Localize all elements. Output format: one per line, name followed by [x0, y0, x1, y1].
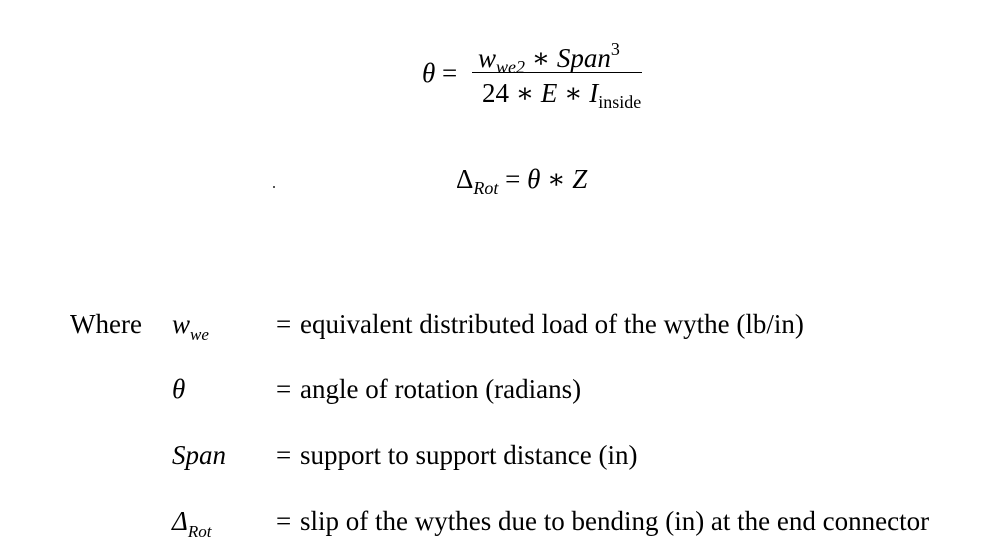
equals-sign: =: [505, 164, 521, 194]
multiply-operator: ∗: [547, 164, 566, 194]
modulus-symbol: E: [540, 78, 558, 108]
span-exponent: 3: [610, 39, 620, 59]
w-subscript: we2: [496, 57, 526, 77]
definition-text: slip of the wythes due to bending (in) at the end connector: [300, 506, 930, 536]
definition-symbol-main: Span: [172, 440, 226, 470]
definition-text: equivalent distributed load of the wythe (lb/in): [300, 309, 804, 339]
definition-symbol: [172, 439, 226, 482]
definition-symbol-main: w: [172, 309, 191, 339]
w-symbol: w: [478, 43, 497, 73]
inertia-subscript: inside: [598, 92, 642, 112]
definition-equals: =: [276, 506, 292, 536]
where-label: Where: [70, 309, 142, 339]
theta-symbol: θ: [422, 58, 436, 88]
multiply-operator: ∗: [564, 78, 583, 108]
z-symbol: Z: [572, 164, 588, 194]
definition-text: support to support distance (in): [300, 440, 638, 470]
definition-symbol: [172, 373, 185, 416]
definition-row: [0, 373, 981, 409]
multiply-operator: ∗: [515, 78, 535, 108]
coefficient: 24: [482, 78, 509, 108]
definition-symbol: [172, 308, 209, 351]
definition-symbol-subscript: Rot: [187, 522, 212, 541]
span-symbol: Span: [556, 43, 611, 73]
definition-equals: =: [276, 440, 292, 470]
definition-equals: =: [276, 309, 292, 339]
theta-symbol: θ: [527, 164, 541, 194]
multiply-operator: ∗: [531, 43, 551, 73]
definition-symbol: [172, 505, 211, 548]
definition-symbol-main: Δ: [172, 506, 188, 536]
equals-sign: =: [442, 58, 458, 88]
definition-symbol-main: θ: [172, 374, 186, 404]
delta-symbol: Δ: [456, 164, 474, 194]
definition-row: [0, 439, 981, 475]
inertia-symbol: I: [589, 78, 599, 108]
definition-row: [0, 308, 981, 344]
definition-equals: =: [276, 374, 292, 404]
definition-symbol-subscript: we: [190, 325, 209, 344]
definition-text: angle of rotation (radians): [300, 374, 582, 404]
delta-subscript: Rot: [473, 178, 499, 198]
definition-row: [0, 505, 981, 541]
